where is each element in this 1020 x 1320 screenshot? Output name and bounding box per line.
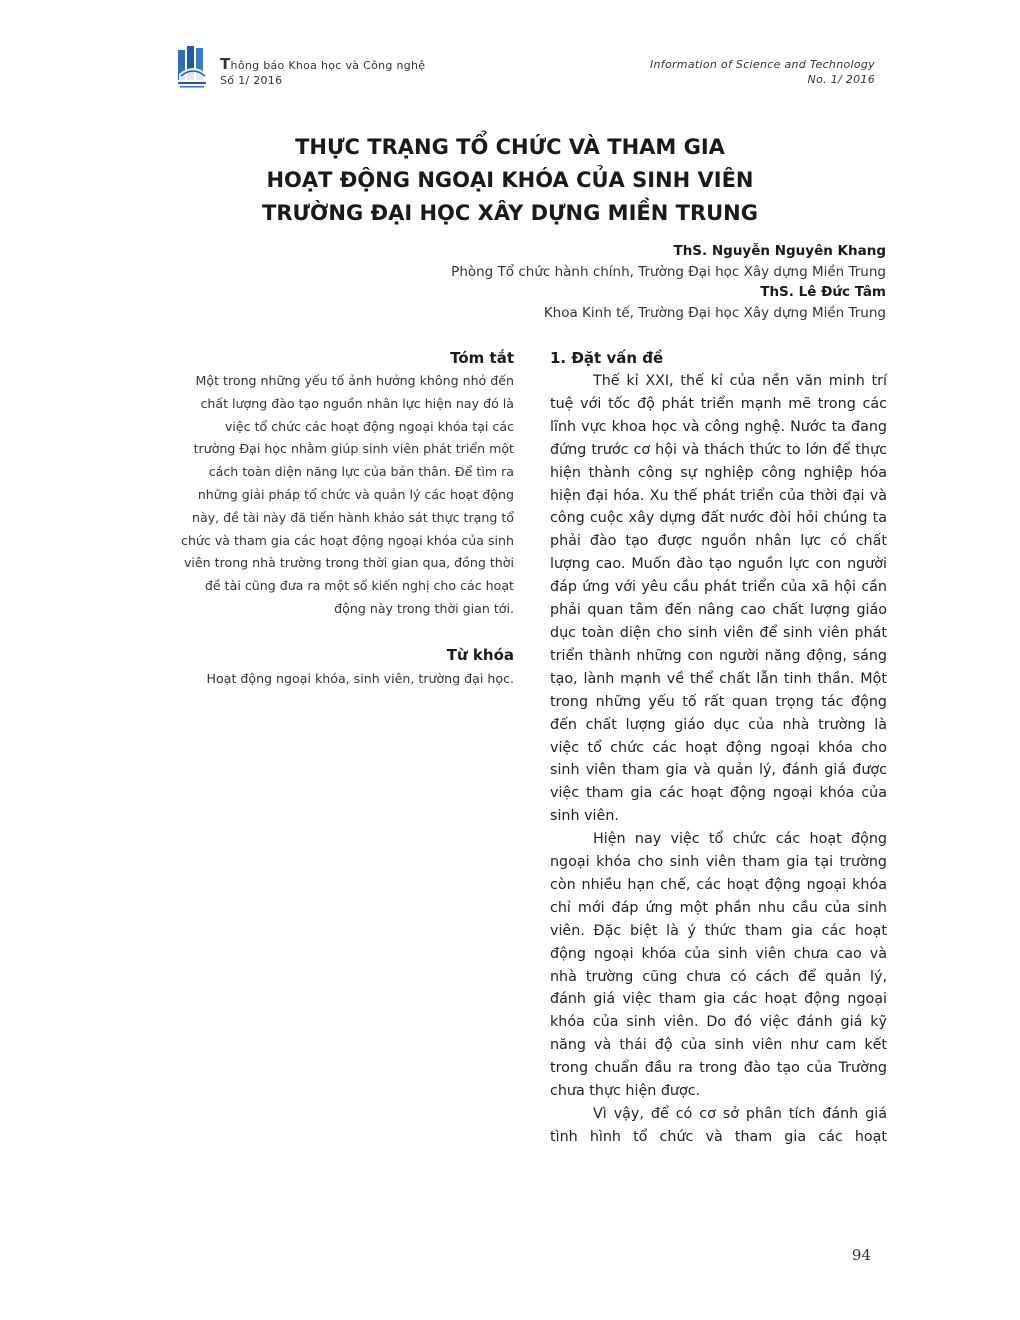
abstract-column [180, 348, 514, 691]
title-line-3: TRƯỜNG ĐẠI HỌC XÂY DỰNG MIỀN TRUNG [262, 201, 758, 225]
page-number: 94 [851, 1246, 871, 1264]
keywords-text: Hoạt động ngoại khóa, sinh viên, trường đại học. [206, 670, 514, 686]
author-2-name: ThS. Lê Đức Tâm [760, 284, 886, 300]
section-1-paragraph-2: Hiện nay việc tổ chức các hoạt động ngoại khóa cho sinh viên tham gia tại trường còn nhiều hạn chế, các hoạt động ngoại khóa chỉ mới đáp ứng một phần nhu cầu của sinh viên. Đặc biệt là ý thức tham gia các hoạt động ngoại khóa của sinh viên chưa cao và nhà trường cũng chưa có cách để quản lý, đánh giá việc tham gia các hoạt động ngoại khóa của sinh viên. Do đó việc đánh giá kỹ năng và thái độ của sinh viên như cam kết trong chuẩn đầu ra trong đào tạo của Trường chưa thực hiện được. [550, 831, 887, 1100]
abstract-text: Một trong những yếu tố ảnh hưởng không nhỏ đến chất lượng đào tạo nguồn nhân lực hiện nay đó là việc tổ chức các hoạt động ngoại khóa tại các trường Đại học nhằm giúp sinh viên phát triển một cách toàn diện năng lực của bản thân. Để tìm ra những giải pháp tổ chức và quản lý các hoạt động này, đề tài này đã tiến hành khảo sát thực trạng tổ chức và tham gia các hoạt động ngoại khóa của sinh viên trong nhà trường trong thời gian qua, đồng thời đề tài cũng đưa ra một số kiến nghị cho các hoạt động này trong thời gian tới. [181, 373, 514, 616]
journal-name-en: Information of Science and Technology [649, 58, 875, 71]
journal-name-initial: T [220, 55, 231, 73]
issue-vi: Số 1/ 2016 [220, 74, 283, 87]
title-line-1: THỰC TRẠNG TỔ CHỨC VÀ THAM GIA [295, 135, 725, 159]
section-1-heading: 1. Đặt vấn đề [550, 349, 664, 367]
article-title [150, 131, 870, 230]
body-column [550, 348, 887, 1149]
author-block [451, 241, 886, 323]
title-line-2: HOẠT ĐỘNG NGOẠI KHÓA CỦA SINH VIÊN [266, 168, 754, 192]
author-2-affiliation: Khoa Kinh tế, Trường Đại học Xây dựng Miền Trung [543, 304, 886, 321]
journal-name-vi: hông báo Khoa học và Công nghệ [230, 59, 426, 72]
keywords-heading: Từ khóa [446, 645, 514, 664]
journal-header-vi [220, 57, 425, 88]
section-1-paragraph-1: Thế kỉ XXI, thế kỉ của nền văn minh trí tuệ với tốc độ phát triển mạnh mẽ trong các lĩnh vực khoa học và công nghệ. Nước ta đang đứng trước cơ hội và thách thức to lớn để thực hiện thành công sự nghiệp công nghiệp hóa hiện đại hóa. Xu thế phát triển của thời đại và công cuộc xây dựng đất nước đòi hỏi chúng ta phải đào tạo được nguồn nhân lực có chất lượng cao. Muốn đào tạo nguồn lực con người đáp ứng với yêu cầu phát triển của xã hội cần phải quan tâm đến nâng cao chất lượng giáo dục toàn diện cho sinh viên để sinh viên phát triển thành những con người năng động, sáng tạo, lành mạnh về thể chất lẫn tinh thần. Một trong những yếu tố rất quan trọng tác động đến chất lượng giáo dục của nhà trường là việc tổ chức các hoạt động ngoại khóa cho sinh viên tham gia và quản lý, đánh giá được việc tham gia các hoạt động ngoại khóa của sinh viên. [550, 373, 887, 825]
university-logo [176, 44, 210, 90]
author-1-name: ThS. Nguyễn Nguyên Khang [673, 243, 886, 259]
journal-header-en [650, 57, 875, 87]
abstract-heading: Tóm tắt [450, 349, 514, 367]
author-1-affiliation: Phòng Tổ chức hành chính, Trường Đại học Xây dựng Miền Trung [451, 263, 886, 280]
section-1-paragraph-3: Vì vậy, để có cơ sở phân tích đánh giá tình hình tổ chức và tham gia các hoạt [550, 1106, 887, 1145]
issue-en: No. 1/ 2016 [807, 73, 875, 86]
